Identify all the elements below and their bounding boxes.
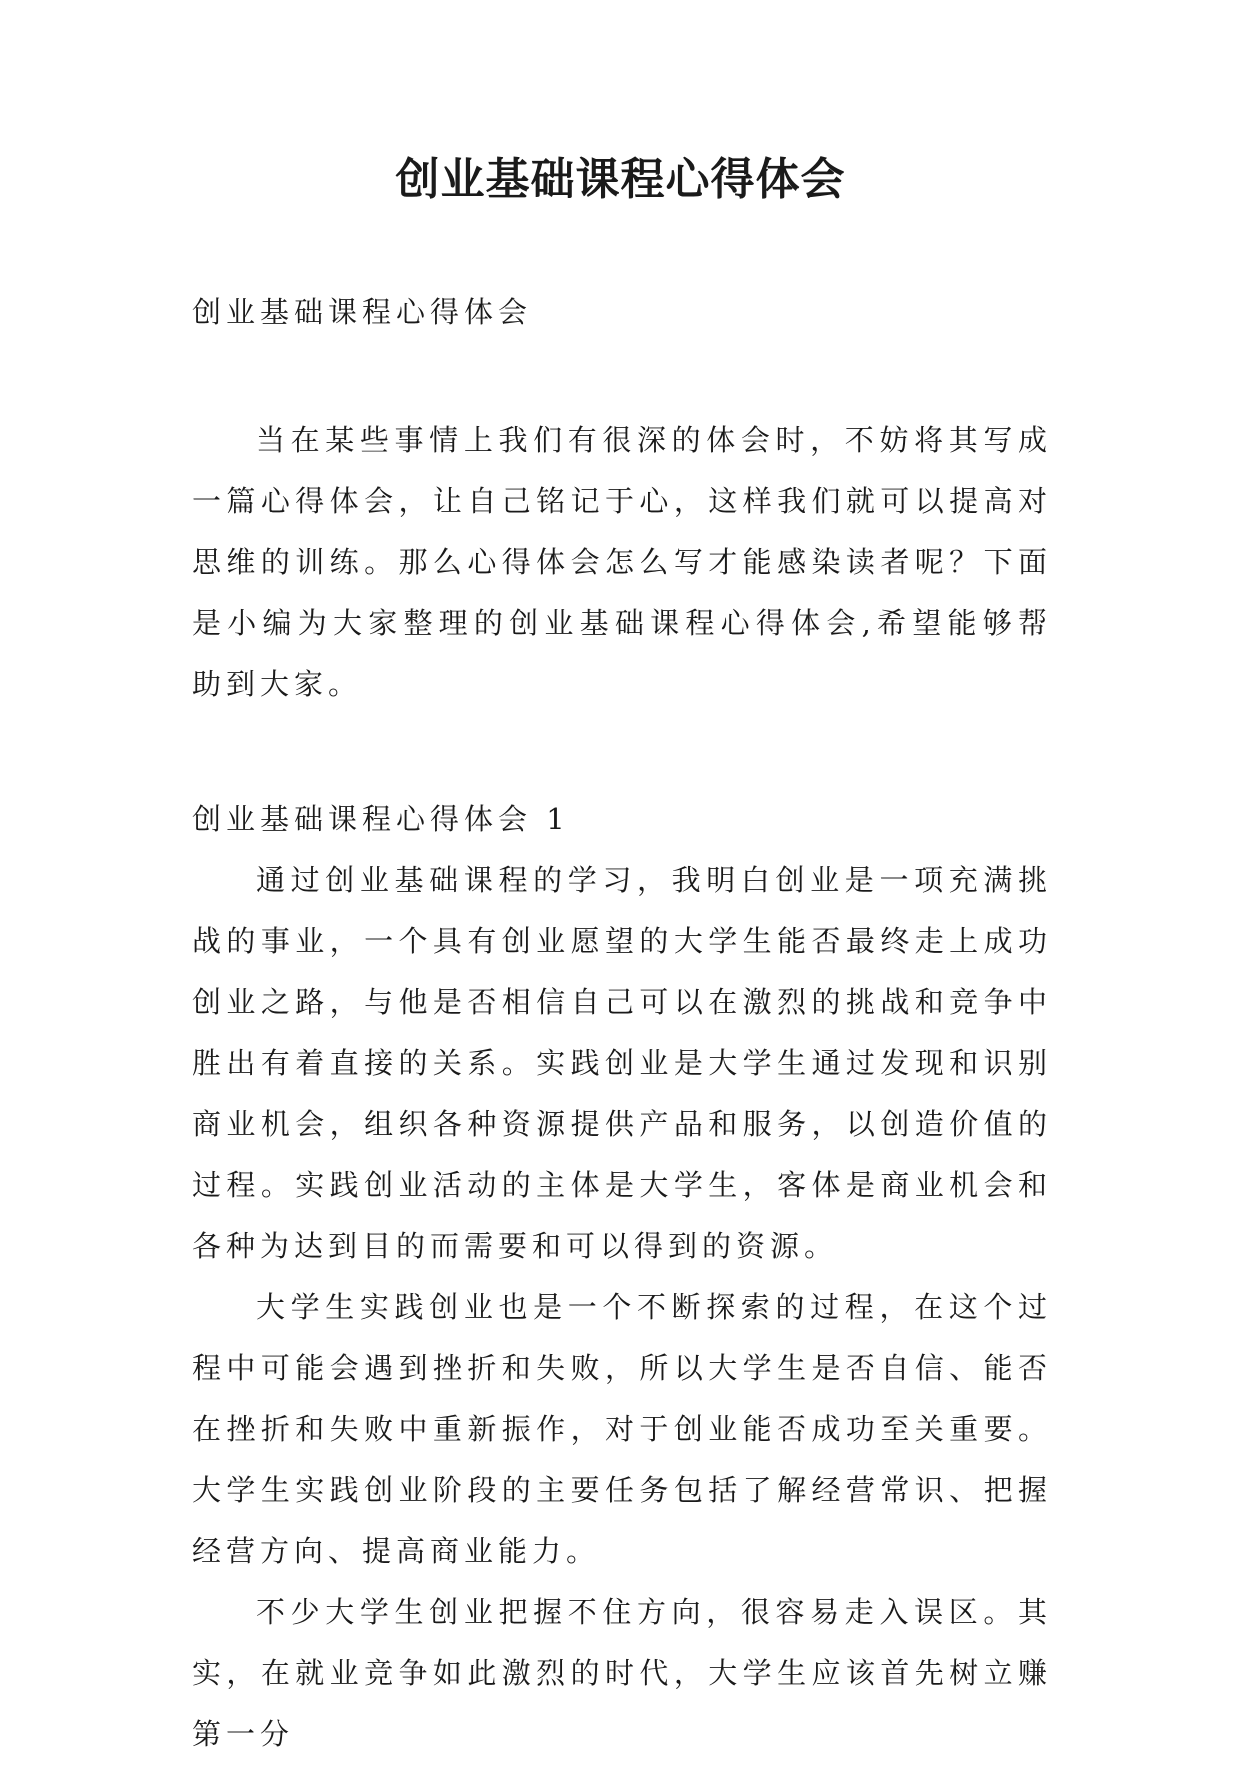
body-paragraph: 不少大学生创业把握不住方向，很容易走入误区。其实，在就业竞争如此激烈的时代，大学生应该首先树立赚第一分 <box>192 1595 1052 1751</box>
body-paragraph: 大学生实践创业也是一个不断探索的过程，在这个过程中可能会遇到挫折和失败，所以大学生是否自信、能否在挫折和失败中重新振作，对于创业能否成功至关重要。大学生实践创业阶段的主要任务包括了解经营常识、把握经营方向、提高商业能力。 <box>192 1290 1052 1568</box>
body-paragraph: 通过创业基础课程的学习，我明白创业是一项充满挑战的事业，一个具有创业愿望的大学生能否最终走上成功创业之路，与他是否相信自己可以在激烈的挑战和竞争中胜出有着直接的关系。实践创业是大学生通过发现和识别商业机会，组织各种资源提供产品和服务，以创造价值的过程。实践创业活动的主体是大学生，客体是商业机会和各种为达到目的而需要和可以得到的资源。 <box>192 863 1052 1263</box>
document-body <box>192 410 1052 1765</box>
section-heading: 创业基础课程心得体会 1 <box>192 802 570 836</box>
intro-paragraph: 当在某些事情上我们有很深的体会时，不妨将其写成一篇心得体会，让自己铭记于心，这样我们就可以提高对思维的训练。那么心得体会怎么写才能感染读者呢？下面是小编为大家整理的创业基础课程心得体会,希望能够帮助到大家。 <box>192 423 1052 701</box>
document-subtitle: 创业基础课程心得体会 <box>192 295 533 329</box>
document-title: 创业基础课程心得体会 <box>395 154 846 205</box>
